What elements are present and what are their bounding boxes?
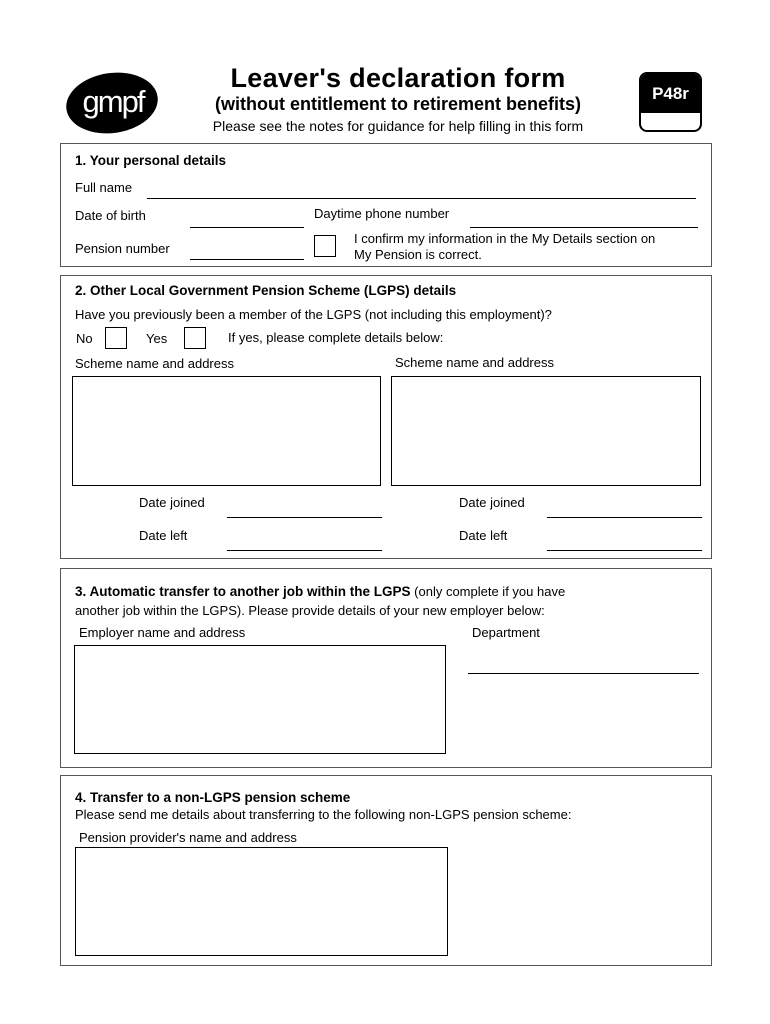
no-label: No — [76, 331, 93, 346]
scheme-right-label: Scheme name and address — [395, 355, 554, 370]
date-joined-right-field[interactable] — [547, 517, 702, 518]
date-joined-right-label: Date joined — [459, 495, 525, 510]
form-code: P48r — [641, 74, 700, 113]
yes-label: Yes — [146, 331, 168, 346]
confirm-details-line1: I confirm my information in the My Details section on — [354, 231, 656, 246]
page-title: Leaver's declaration form — [230, 63, 566, 93]
date-left-right-label: Date left — [459, 528, 508, 543]
scheme-left-label: Scheme name and address — [75, 356, 234, 371]
date-left-left-field[interactable] — [227, 550, 382, 551]
section1-title: 1. Your personal details — [75, 153, 227, 168]
employer-textarea[interactable] — [74, 645, 446, 754]
previous-member-question: Have you previously been a member of the LGPS (not including this employment)? — [75, 307, 552, 322]
section3-heading — [75, 584, 565, 599]
form-code-badge — [639, 72, 702, 132]
section4-instruction: Please send me details about transferring to the following non-LGPS pension scheme: — [75, 807, 572, 822]
scheme-right-textarea[interactable] — [391, 376, 701, 486]
yes-checkbox[interactable] — [184, 327, 206, 349]
date-left-right-field[interactable] — [547, 550, 702, 551]
date-left-left-label: Date left — [139, 528, 188, 543]
pension-number-label: Pension number — [75, 241, 170, 256]
no-checkbox[interactable] — [105, 327, 127, 349]
logo-text: gmpf — [82, 84, 144, 119]
section4-title: 4. Transfer to a non-LGPS pension scheme — [75, 790, 351, 805]
date-of-birth-field[interactable] — [190, 227, 304, 228]
pension-number-field[interactable] — [190, 259, 304, 260]
page-subtitle: (without entitlement to retirement benefits) — [214, 94, 581, 114]
date-joined-left-field[interactable] — [227, 517, 382, 518]
full-name-label: Full name — [75, 180, 133, 195]
section3-instruction: another job within the LGPS). Please provide details of your new employer below: — [75, 603, 545, 618]
department-field[interactable] — [468, 673, 699, 674]
date-joined-left-label: Date joined — [139, 495, 205, 510]
full-name-field[interactable] — [147, 198, 696, 199]
guidance-note: Please see the notes for guidance for help filling in this form — [212, 118, 584, 134]
section2-title: 2. Other Local Government Pension Scheme (LGPS) details — [75, 283, 457, 298]
if-yes-instruction: If yes, please complete details below: — [228, 330, 444, 345]
daytime-phone-label: Daytime phone number — [314, 206, 450, 221]
department-label: Department — [472, 625, 540, 640]
confirm-details-checkbox[interactable] — [314, 235, 336, 257]
provider-textarea[interactable] — [75, 847, 448, 956]
section3-title-note: (only complete if you have — [414, 584, 566, 599]
section3-title: 3. Automatic transfer to another job within the LGPS — [75, 584, 411, 599]
daytime-phone-field[interactable] — [470, 227, 698, 228]
provider-label: Pension provider's name and address — [79, 830, 297, 845]
date-of-birth-label: Date of birth — [75, 208, 146, 223]
employer-label: Employer name and address — [79, 625, 246, 640]
confirm-details-line2: My Pension is correct. — [354, 247, 482, 262]
scheme-left-textarea[interactable] — [72, 376, 381, 486]
